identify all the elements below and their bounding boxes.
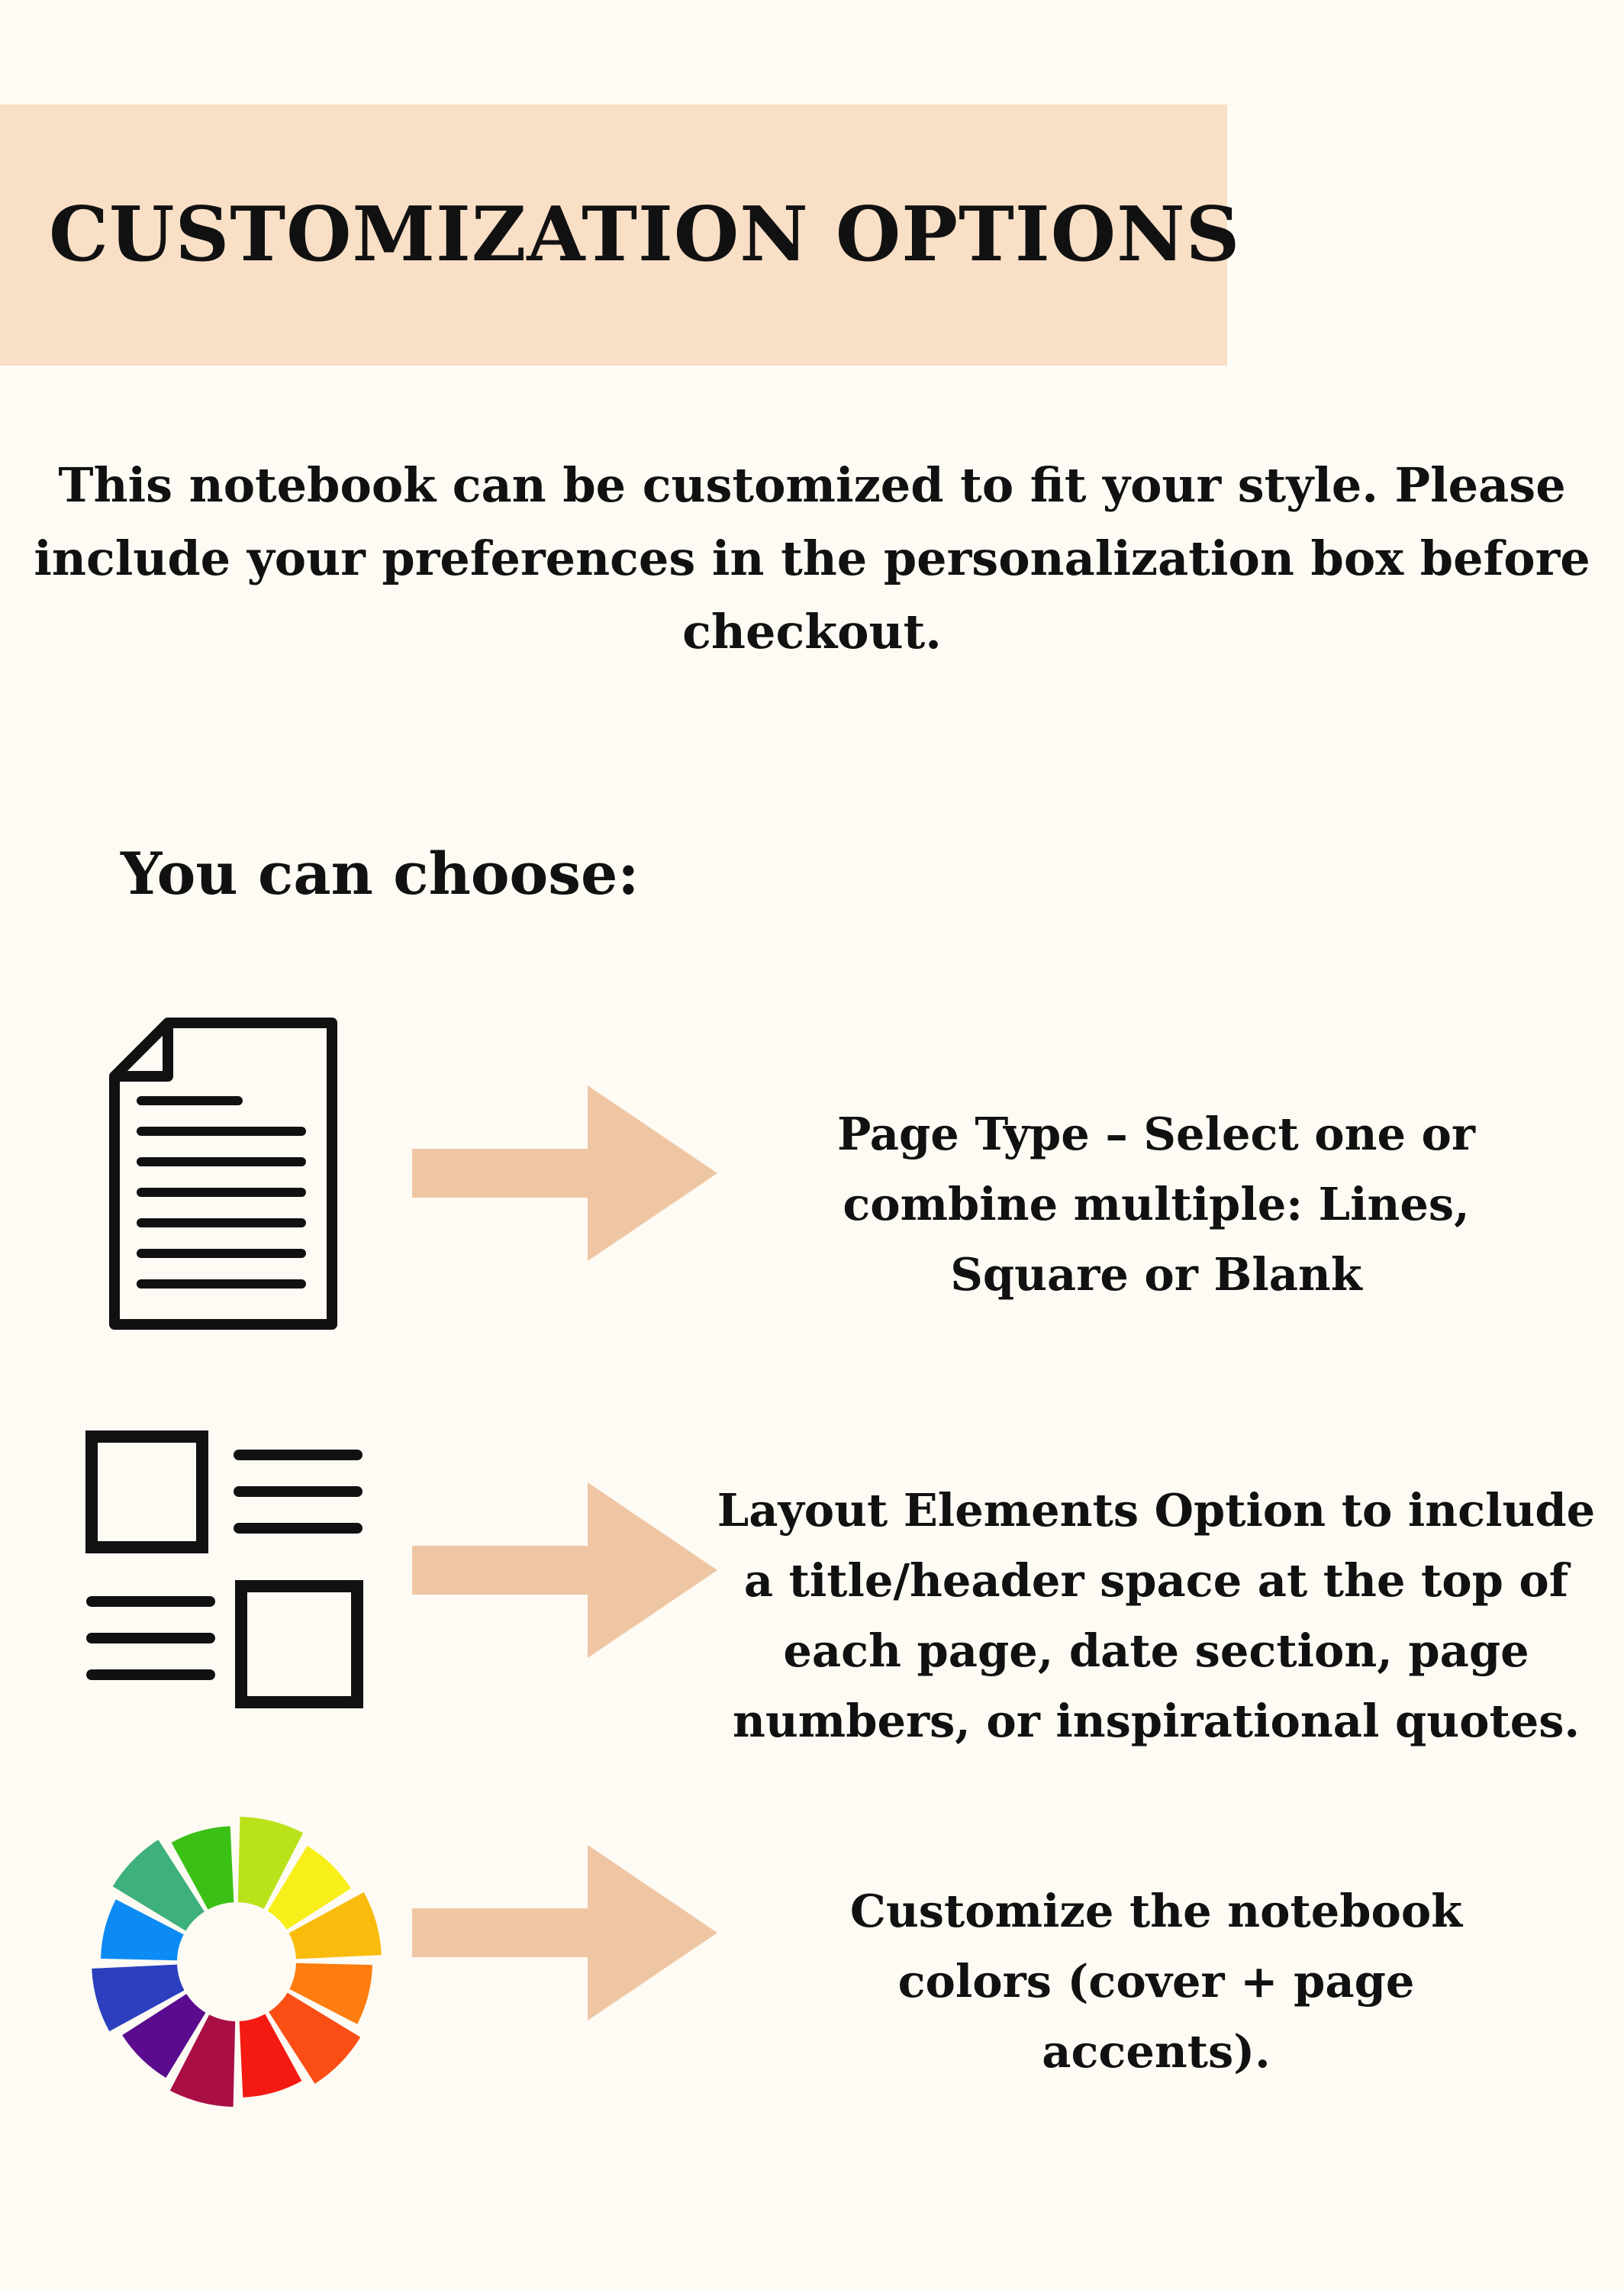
page-title: CUSTOMIZATION OPTIONS	[49, 191, 1241, 279]
document-icon	[107, 1015, 343, 1336]
option-colors-text: Customize the notebook colors (cover + page accents).	[849, 1885, 1463, 2078]
choose-heading: You can choose:	[121, 840, 640, 908]
arrow-icon	[412, 1845, 717, 2021]
color-wheel-icon	[76, 1801, 397, 2122]
arrow-icon	[412, 1482, 717, 1658]
option-layout-text: Layout Elements Option to include a title/header space at the top of each page, date section, page numbers, or inspirational quotes.	[717, 1484, 1596, 1747]
layout-icon	[82, 1427, 372, 1718]
option-page-type-text: Page Type – Select one or combine multiple: Lines, Square or Blank	[837, 1108, 1475, 1301]
arrow-icon	[412, 1085, 717, 1261]
title-banner	[0, 105, 1241, 366]
intro-text: This notebook can be customized to fit your style. Please include your preferences in the personalization box before checkout.	[34, 457, 1590, 660]
